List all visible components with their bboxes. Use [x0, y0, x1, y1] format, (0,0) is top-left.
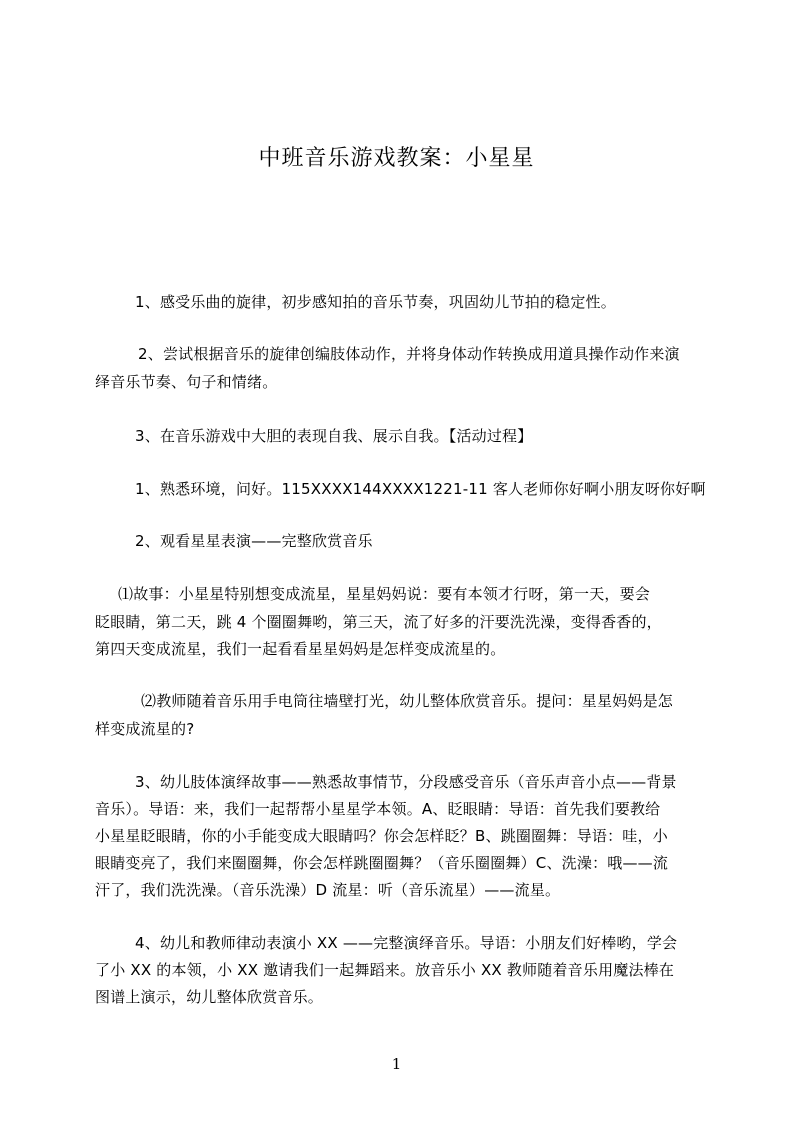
- page-title: 中班音乐游戏教案：小星星: [258, 146, 535, 171]
- paragraph-7-line-2: 样变成流星的?: [95, 720, 195, 738]
- paragraph-6-line-2: 眨眼睛，第二天，跳 4 个圈圈舞哟，第三天，流了好多的汗要洗洗澡，变得香香的，: [95, 613, 662, 631]
- paragraph-7-line-1: ⑵教师随着音乐用手电筒往墙壁打光，幼儿整体欣赏音乐。提问：星星妈妈是怎: [141, 692, 674, 710]
- paragraph-6-line-1: ⑴故事：小星星特别想变成流星，星星妈妈说：要有本领才行呀，第一天，要会: [118, 585, 651, 603]
- paragraph-9-line-1: 4、幼儿和教师律动表演小 XX ——完整演绎音乐。导语：小朋友们好棒哟，学会: [135, 934, 678, 952]
- paragraph-9-line-2: 了小 XX 的本领，小 XX 邀请我们一起舞蹈来。放音乐小 XX 教师随着音乐用魔法棒在: [95, 961, 675, 979]
- paragraph-5-line-1: 2、观看星星表演——完整欣赏音乐: [135, 532, 373, 550]
- paragraph-2-line-1: 2、尝试根据音乐的旋律创编肢体动作，并将身体动作转换成用道具操作动作来演: [138, 345, 680, 363]
- paragraph-8-line-5: 汗了，我们洗洗澡。（音乐洗澡）D 流星：听（音乐流星）——流星。: [95, 881, 561, 899]
- page-number: 1: [391, 1055, 402, 1073]
- paragraph-3-line-1: 3、在音乐游戏中大胆的表现自我、展示自我。【活动过程】: [135, 427, 533, 445]
- paragraph-4-line-1: 1、熟悉环境，问好。115XXXX144XXXX1221-11 客人老师你好啊小朋友呀你好啊: [135, 480, 706, 498]
- paragraph-6-line-3: 第四天变成流星，我们一起看看星星妈妈是怎样变成流星的。: [95, 640, 506, 658]
- paragraph-8-line-2: 音乐）。导语：来，我们一起帮帮小星星学本领。A、眨眼睛：导语：首先我们要教给: [95, 800, 661, 818]
- paragraph-8-line-1: 3、幼儿肢体演绎故事——熟悉故事情节，分段感受音乐（音乐声音小点——背景: [135, 773, 677, 791]
- paragraph-9-line-3: 图谱上演示，幼儿整体欣赏音乐。: [95, 988, 324, 1006]
- paragraph-2-line-2: 绎音乐节奏、句子和情绪。: [95, 373, 278, 391]
- paragraph-1-line-1: 1、感受乐曲的旋律，初步感知拍的音乐节奏，巩固幼儿节拍的稳定性。: [135, 293, 616, 311]
- paragraph-8-line-3: 小星星眨眼睛，你的小手能变成大眼睛吗？你会怎样眨？B、跳圈圈舞：导语：哇，小: [95, 827, 668, 845]
- paragraph-8-line-4: 眼睛变亮了，我们来圈圈舞，你会怎样跳圈圈舞？（音乐圈圈舞）C、洗澡：哦——流: [95, 854, 669, 872]
